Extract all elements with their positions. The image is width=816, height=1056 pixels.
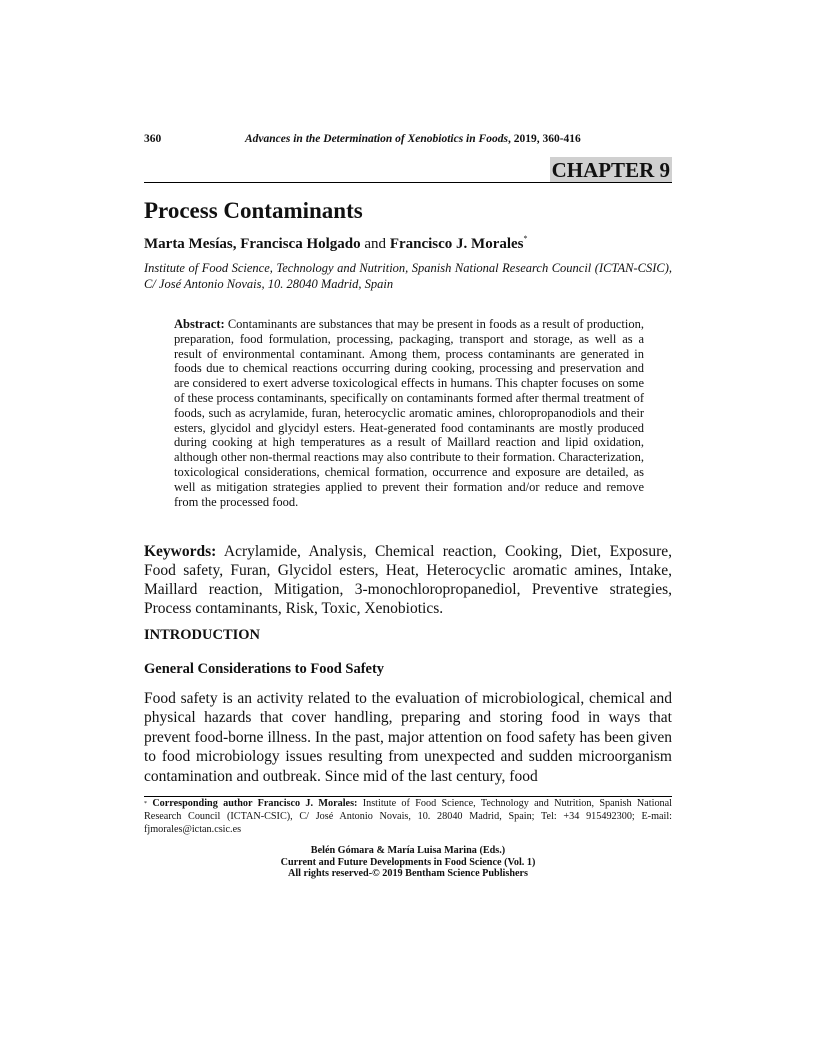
subsection-heading: General Considerations to Food Safety [144,661,385,677]
abstract-text: Contaminants are substances that may be present in foods as a result of production, preparation, food formulation, processing, packaging, transport and storage, as well as a result of environmental contaminant. Among them, process contaminants are generated in foods due to chemical reactions occurring during cooking, processing and preservation and are considered to exert adverse toxicological effects in humans. This chapter focuses on some of these process contaminants, specifically on contaminants formed after thermal treatment of foods, such as acrylamide, furan, heterocyclic aromatic amines, chloropropanodiols and their esters, glycidol and glycidyl esters. Heat-generated food contaminants are mostly produced during cooking at high temperatures as a result of Maillard reaction and lipid oxidation, although other non-thermal reactions may also contribute to their formation. Characterization, toxicological considerations, chemical formation, occurrence and exposure are detailed, as well as mitigation strategies applied to prevent their formation and/or reduce and remove from the processed food. [174,317,644,509]
chapter-label: CHAPTER 9 [551,158,670,182]
keywords [144,542,672,618]
footnote-label: Corresponding author Francisco J. Morales: [152,798,358,809]
abstract-label: Abstract: [174,317,225,331]
keywords-text: Acrylamide, Analysis, Chemical reaction, Cooking, Diet, Exposure, Food safety, Furan, Glycidol esters, Heat, Heterocyclic aromatic amines, Intake, Maillard reaction, Mitigation, 3-monochloropropanediol, Preventive strategies, Process contaminants, Risk, Toxic, Xenobiotics. [144,543,672,617]
journal-title: Advances in the Determination of Xenobiotics in Foods [245,133,508,145]
publisher-block [144,845,672,880]
authors-corresponding: Francisco J. Morales [389,236,524,252]
body-paragraph: Food safety is an activity related to the evaluation of microbiological, chemical and physical hazards that cover handling, preparing and storing food in ways that prevent food-borne illness. In the past, major attention on food safety has been given to food microbiology issues resulting from unexpected and sudden microorganism contamination and outbreak. Since mid of the last century, food [144,690,672,785]
page-number: 360 [144,133,162,145]
abstract [174,317,644,509]
affiliation: Institute of Food Science, Technology and Nutrition, Spanish National Research Council (ICTAN-CSIC), C/ José Antonio Novais, 10. 28040 Madrid, Spain [144,261,672,291]
footnote-marker: * [144,801,147,807]
section-heading: INTRODUCTION [144,627,261,643]
authors-primary: Marta Mesías, Francisca Holgado [144,236,361,252]
footnote [144,798,672,836]
keywords-label: Keywords: [144,543,217,560]
header-rule [144,182,672,183]
corresponding-marker: * [523,234,528,243]
publisher-editors: Belén Gómara & María Luisa Marina (Eds.) [310,845,506,856]
chapter-title: Process Contaminants [144,198,363,223]
footnote-rule [144,796,672,797]
authors-conjunction: and [360,236,390,252]
journal-issue: , 2019, 360-416 [507,133,581,145]
publisher-series: Current and Future Developments in Food Science (Vol. 1) [280,856,536,868]
author-list [144,236,528,253]
journal-reference [245,133,581,145]
footnote-text: Institute of Food Science, Technology and Nutrition, Spanish National Research Council (ICTAN-CSIC), C/ José Antonio Novais, 10. 28040 Madrid, Spain; Tel: +34 915492300; E-mail: fjmorales@ictan.csic.es [144,798,673,835]
publisher-rights: All rights reserved-© 2019 Bentham Science Publishers [287,868,529,879]
